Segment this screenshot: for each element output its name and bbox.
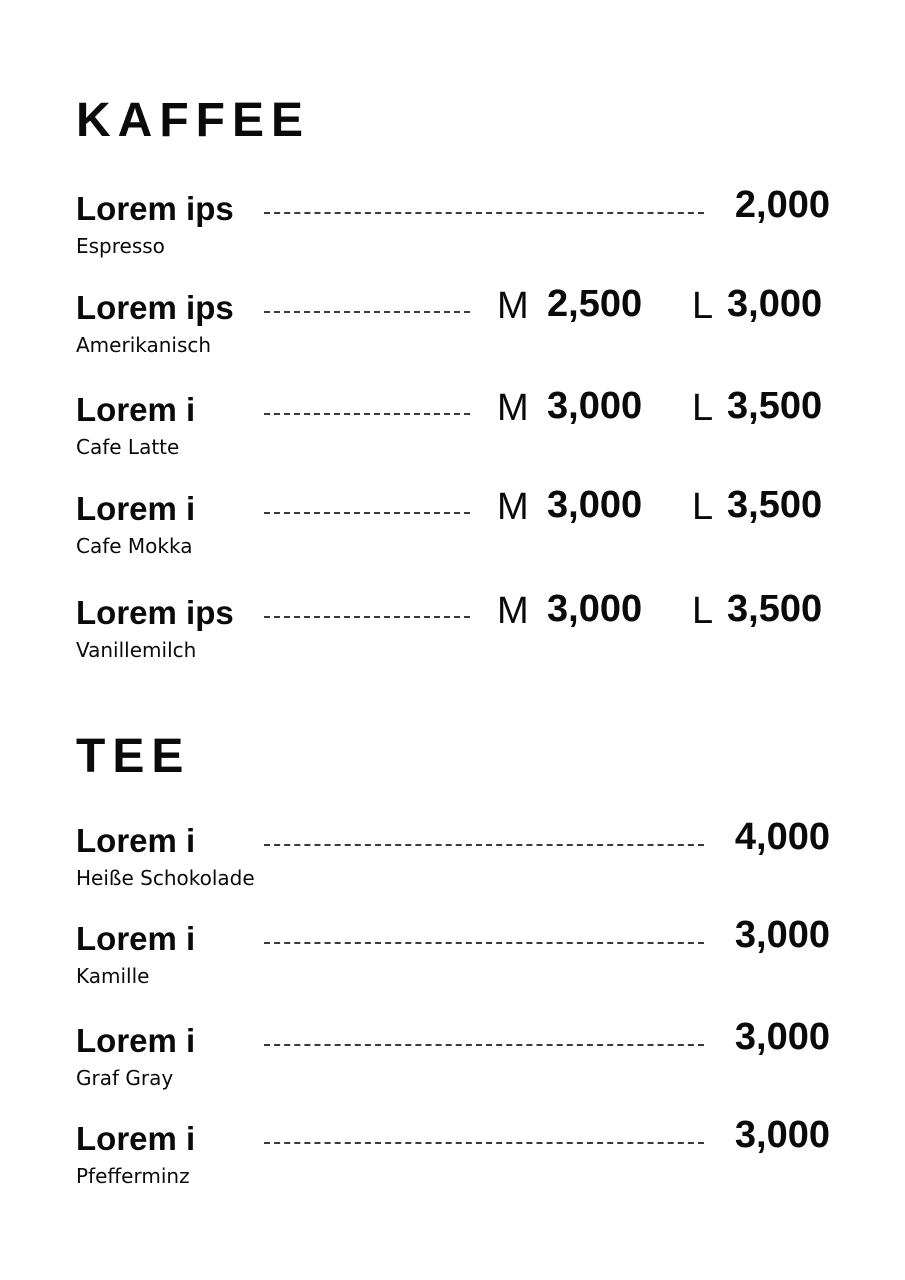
- size-label-l: L: [692, 285, 714, 327]
- item-price-m: 3,000: [547, 588, 643, 630]
- item-price: 3,000: [734, 1016, 830, 1058]
- item-subtitle: Cafe Latte: [76, 435, 180, 459]
- item-price: 3,000: [734, 1114, 830, 1156]
- size-label-m: M: [497, 590, 529, 632]
- item-subtitle: Kamille: [76, 964, 150, 988]
- item-subtitle: Amerikanisch: [76, 333, 212, 357]
- dotted-leader: [264, 212, 704, 214]
- item-price-l: 3,000: [727, 283, 823, 325]
- menu-item-pfefferminz: [0, 1114, 905, 1212]
- size-label-l: L: [692, 486, 714, 528]
- item-name: Lorem i: [76, 920, 196, 957]
- section-title-kaffee: KAFFEE: [76, 94, 310, 147]
- size-label-m: M: [497, 387, 529, 429]
- item-name: Lorem i: [76, 490, 196, 527]
- item-price: 2,000: [734, 184, 830, 226]
- item-name: Lorem i: [76, 822, 196, 859]
- item-subtitle: Heiße Schokolade: [76, 866, 255, 890]
- dotted-leader: [264, 1044, 704, 1046]
- menu-item-vanillemilch: [0, 588, 905, 686]
- dotted-leader: [264, 844, 704, 846]
- item-name: Lorem i: [76, 1120, 196, 1157]
- section-title-tee: TEE: [76, 730, 191, 783]
- item-price: 4,000: [734, 816, 830, 858]
- item-subtitle: Espresso: [76, 234, 165, 258]
- menu-item-graf-gray: [0, 1016, 905, 1114]
- item-name: Lorem ips: [76, 190, 234, 227]
- menu-item-cafe-mokka: [0, 484, 905, 582]
- size-label-m: M: [497, 285, 529, 327]
- item-subtitle: Vanillemilch: [76, 638, 197, 662]
- menu-item-heisse-schokolade: [0, 816, 905, 914]
- item-price-m: 3,000: [547, 385, 643, 427]
- item-price-l: 3,500: [727, 484, 823, 526]
- menu-item-amerikanisch: [0, 283, 905, 381]
- item-name: Lorem ips: [76, 289, 234, 326]
- dotted-leader: [264, 413, 470, 415]
- size-label-l: L: [692, 590, 714, 632]
- size-label-m: M: [497, 486, 529, 528]
- item-price-m: 2,500: [547, 283, 643, 325]
- dotted-leader: [264, 1142, 704, 1144]
- menu-item-espresso: [0, 184, 905, 282]
- dotted-leader: [264, 512, 470, 514]
- dotted-leader: [264, 311, 470, 313]
- dotted-leader: [264, 616, 470, 618]
- item-subtitle: Pfefferminz: [76, 1164, 190, 1188]
- dotted-leader: [264, 942, 704, 944]
- menu-item-kamille: [0, 914, 905, 1012]
- item-price-l: 3,500: [727, 588, 823, 630]
- item-subtitle: Graf Gray: [76, 1066, 174, 1090]
- item-name: Lorem i: [76, 391, 196, 428]
- item-price: 3,000: [734, 914, 830, 956]
- menu-item-cafe-latte: [0, 385, 905, 483]
- item-price-l: 3,500: [727, 385, 823, 427]
- size-label-l: L: [692, 387, 714, 429]
- item-name: Lorem ips: [76, 594, 234, 631]
- item-price-m: 3,000: [547, 484, 643, 526]
- item-name: Lorem i: [76, 1022, 196, 1059]
- item-subtitle: Cafe Mokka: [76, 534, 193, 558]
